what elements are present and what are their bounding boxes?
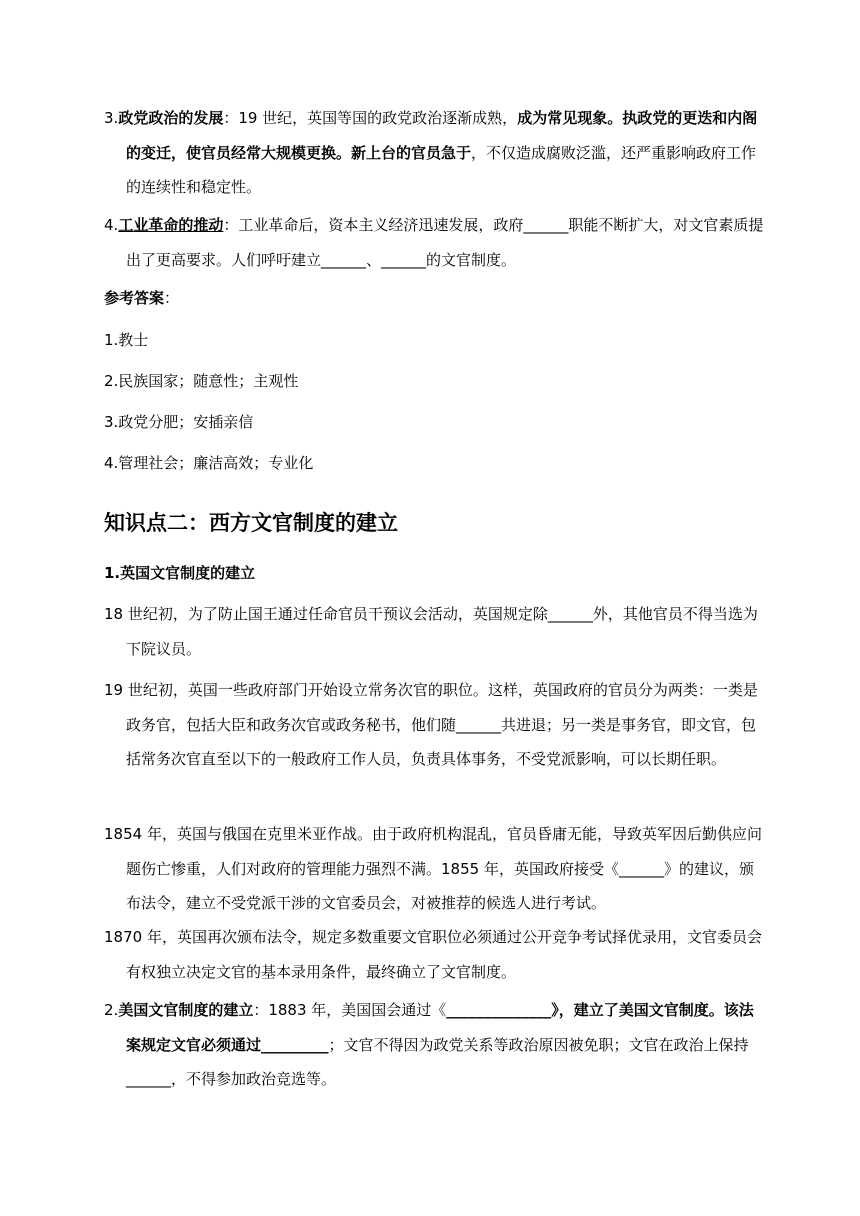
answers-heading-text: 参考答案 [104,289,165,307]
act-name-blank: ______________ [446,1001,552,1019]
subsection-2-us-civil-service [104,993,764,1097]
answer-item: 4.管理社会；廉洁高效；专业化 [104,454,314,472]
paragraph-1870: 1870 年，英国再次颁布法令，规定多数重要文官职位必须通过公开竞争考试择优录用，文官委员会有权独立决定文官的基本录用条件，最终确立了文官制度。 [104,928,762,981]
paragraph-1854: 1854 年，英国与俄国在克里米亚作战。由于政府机构混乱，官员昏庸无能，导致英军因后勤供应问题伤亡惨重，人们对政府的管理能力强烈不满。1855 年，英国政府接受《______》的建议，颁布法令，建立不受党派干涉的文官委员会，对被推荐的候选人进行考试。 [104,825,762,912]
answers-heading [104,281,764,316]
point-3-number: 3. [104,109,119,127]
answer-item: 3.政党分肥；安插亲信 [104,413,254,431]
point-3-text-2: ，不仅造成腐败泛滥，还严重影响政府工作的连续性和稳定性。 [126,143,757,196]
point-3-bold-text: 成为常见现象。执政党的更迭和内阁的变迁，使官员经常大规模更换。新上台的官员急于 [126,109,758,162]
subsection-2-bold-text: 》，建立了美国文官制度。该法案规定文官必须通过 [126,1001,754,1054]
subsection-2-number: 2. [104,1001,119,1019]
point-3-text-1: ：19 世纪，英国等国的政党政治逐渐成熟， [223,109,518,127]
subsection-2-title: 美国文官制度的建立 [118,1001,254,1019]
point-4-industrial-revolution [104,208,764,277]
answer-item: 2.民族国家；随意性；主观性 [104,372,299,390]
answer-item: 1.教士 [104,331,149,349]
point-4-title: 工业革命的推动 [118,216,224,234]
subsection-1-heading [104,556,764,591]
subsection-2-text-2: ；文官不得因为政党关系等政治原因被免职；文官在政治上保持______，不得参加政治竞选等。 [126,1035,749,1088]
subsection-2-text-1: ：1883 年，美国国会通过《 [253,1001,447,1019]
section-2-heading: 知识点二：西方文官制度的建立 [104,511,398,535]
subsection-1-title: 1.英国文官制度的建立 [104,564,256,582]
point-4-text: ：工业革命后，资本主义经济迅速发展，政府______职能不断扩大，对文官素质提出了更高要求。人们呼吁建立______、______的文官制度。 [126,216,764,269]
point-3-party-politics [104,101,764,205]
point-3-title: 政党政治的发展 [118,109,224,127]
point-4-number: 4. [104,216,119,234]
paragraph-18th-century: 18 世纪初，为了防止国王通过任命官员干预议会活动，英国规定除______外，其他官员不得当选为下院议员。 [104,605,758,658]
exam-blank: _________ [261,1035,329,1054]
answers-heading-colon: ： [164,289,180,307]
paragraph-19th-century: 19 世纪初，英国一些政府部门开始设立常务次官的职位。这样，英国政府的官员分为两类：一类是政务官，包括大臣和政务次官或政务秘书，他们随______共进退；另一类是事务官，即文官，包括常务次官直至以下的一般政府工作人员，负责具体事务，不受党派影响，可以长期任职。 [104,681,758,768]
